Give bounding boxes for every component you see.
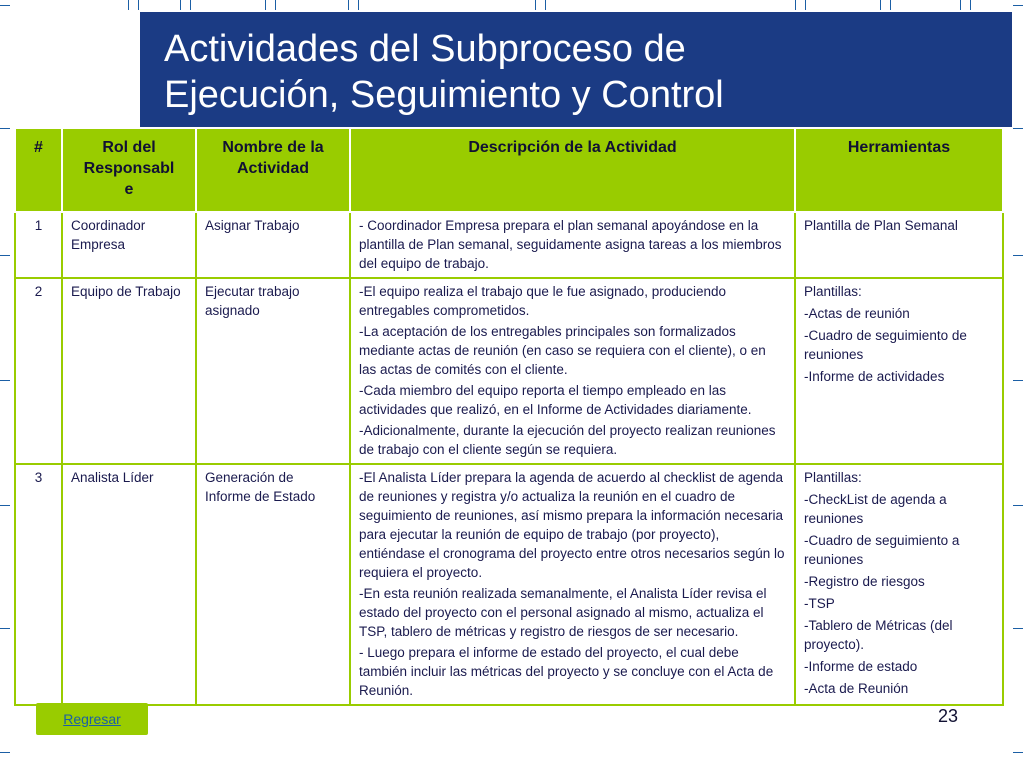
header-tools: Herramientas xyxy=(795,128,1003,212)
frame-tick xyxy=(1013,380,1023,381)
row-number: 2 xyxy=(15,278,62,464)
frame-tick xyxy=(545,0,546,10)
description-paragraph: - Luego prepara el informe de estado del proyecto, el cual debe también incluir las métricas del proyecto y se concluye con el Acta de Reunión. xyxy=(359,645,774,698)
frame-tick xyxy=(805,0,806,10)
description-paragraph: -Cada miembro del equipo reporta el tiempo empleado en las actividades que realizó, en el Informe de Actividades diariamente. xyxy=(359,383,752,417)
slide-title xyxy=(140,12,1012,127)
frame-tick xyxy=(1013,628,1023,629)
frame-tick xyxy=(1013,505,1023,506)
row-number: 3 xyxy=(15,464,62,705)
table-row xyxy=(15,212,1003,278)
row-role: Coordinador Empresa xyxy=(62,212,196,278)
frame-tick xyxy=(0,628,10,629)
table-row xyxy=(15,464,1003,705)
frame-tick xyxy=(275,0,276,10)
tool-item: -Cuadro de seguimiento a reuniones xyxy=(804,533,960,567)
row-role: Analista Líder xyxy=(62,464,196,705)
tool-item: Plantilla de Plan Semanal xyxy=(804,218,958,233)
frame-tick xyxy=(0,128,10,129)
tool-item: Plantillas: xyxy=(804,284,862,299)
header-activity: Nombre de la Actividad xyxy=(196,128,350,212)
row-tools xyxy=(795,278,1003,464)
row-description xyxy=(350,464,795,705)
frame-tick xyxy=(880,0,881,10)
frame-tick xyxy=(138,0,139,10)
frame-tick xyxy=(795,0,796,10)
table-header-row xyxy=(15,128,1003,212)
activities-table-container xyxy=(14,127,1004,768)
frame-tick xyxy=(0,5,10,6)
frame-tick xyxy=(0,505,10,506)
frame-tick xyxy=(0,255,10,256)
tool-item: -Acta de Reunión xyxy=(804,681,909,696)
row-tools xyxy=(795,212,1003,278)
description-paragraph: -En esta reunión realizada semanalmente, el Analista Líder revisa el estado del proyecto con el personal asignado al mismo, actualiza el TSP, tablero de métricas y registro de riesgos de ser necesario. xyxy=(359,586,767,639)
frame-tick xyxy=(1013,5,1023,6)
frame-tick xyxy=(180,0,181,10)
frame-tick xyxy=(128,0,129,10)
frame-tick xyxy=(960,0,961,10)
description-paragraph: -El equipo realiza el trabajo que le fue asignado, produciendo entregables comprometidos. xyxy=(359,284,727,318)
tool-item: -CheckList de agenda a reuniones xyxy=(804,492,947,526)
tool-item: -Informe de estado xyxy=(804,659,918,674)
tool-item: -Informe de actividades xyxy=(804,369,945,384)
title-line-1: Actividades del Subproceso de xyxy=(164,28,686,70)
frame-tick xyxy=(0,380,10,381)
frame-tick xyxy=(890,0,891,10)
header-number: # xyxy=(15,128,62,212)
tool-item: Plantillas: xyxy=(804,470,862,485)
activities-table xyxy=(14,127,1004,706)
title-line-2: Ejecución, Seguimiento y Control xyxy=(164,74,724,116)
frame-tick xyxy=(348,0,349,10)
frame-tick xyxy=(970,0,971,10)
description-paragraph: -Adicionalmente, durante la ejecución del proyecto realizan reuniones de trabajo con el cliente según se requiera. xyxy=(359,423,776,457)
row-description xyxy=(350,212,795,278)
table-row xyxy=(15,278,1003,464)
frame-tick xyxy=(1013,128,1023,129)
tool-item: -Tablero de Métricas (del proyecto). xyxy=(804,618,953,652)
frame-tick xyxy=(358,0,359,10)
description-paragraph: - Coordinador Empresa prepara el plan semanal apoyándose en la plantilla de Plan semanal, seguidamente asigna tareas a los miembros del equipo de trabajo. xyxy=(359,218,782,271)
row-role: Equipo de Trabajo xyxy=(62,278,196,464)
description-paragraph: -El Analista Líder prepara la agenda de acuerdo al checklist de agenda de reuniones y registra y/o actualiza la reunión en el cuadro de seguimiento de reuniones, así mismo prepara la información necesaria para ejecutar la reunión de equipo de trabajo (por proyecto), entiéndase el cronograma del proyecto entre otros necesarios según lo requiera el proyecto. xyxy=(359,470,785,580)
header-description: Descripción de la Actividad xyxy=(350,128,795,212)
row-activity: Asignar Trabajo xyxy=(196,212,350,278)
regresar-button[interactable]: Regresar xyxy=(36,703,148,735)
frame-tick xyxy=(535,0,536,10)
frame-tick xyxy=(1013,752,1023,753)
description-paragraph: -La aceptación de los entregables principales son formalizados mediante actas de reunión (en caso se requiera con el cliente), o en las actas de comités con el cliente. xyxy=(359,324,766,377)
tool-item: -Actas de reunión xyxy=(804,306,910,321)
tool-item: -Cuadro de seguimiento de reuniones xyxy=(804,328,967,362)
row-activity: Generación de Informe de Estado xyxy=(196,464,350,705)
row-tools xyxy=(795,464,1003,705)
row-description xyxy=(350,278,795,464)
header-role: Rol del Responsabl e xyxy=(62,128,196,212)
frame-tick xyxy=(0,752,10,753)
frame-tick xyxy=(265,0,266,10)
row-activity: Ejecutar trabajo asignado xyxy=(196,278,350,464)
frame-tick xyxy=(190,0,191,10)
tool-item: -Registro de riesgos xyxy=(804,574,925,589)
row-number: 1 xyxy=(15,212,62,278)
page-number: 23 xyxy=(938,706,959,726)
tool-item: -TSP xyxy=(804,596,835,611)
frame-tick xyxy=(1013,255,1023,256)
